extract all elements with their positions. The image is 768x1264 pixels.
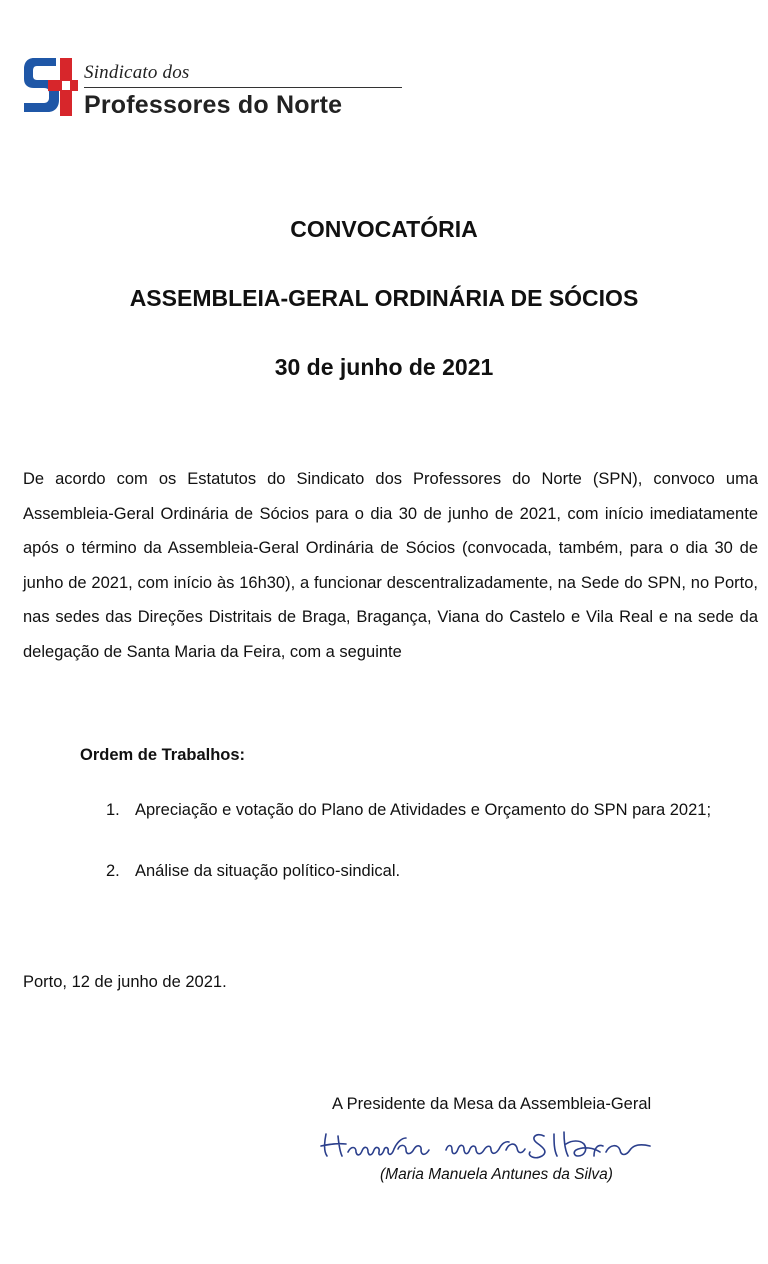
logo-text-line2: Professores do Norte xyxy=(84,91,343,119)
spn-logo xyxy=(22,54,402,124)
meeting-date: 30 de junho de 2021 xyxy=(274,354,494,380)
signatory-role: A Presidente da Mesa da Assembleia-Geral xyxy=(332,1095,652,1113)
logo-divider xyxy=(84,87,402,88)
spn-logo-mark-icon xyxy=(22,54,78,120)
handwritten-signature xyxy=(318,1116,678,1164)
logo-text-line1: Sindicato dos xyxy=(84,62,190,83)
agenda-item-text: Apreciação e votação do Plano de Atividades e Orçamento do SPN para 2021; xyxy=(135,801,712,819)
document-subtitle: ASSEMBLEIA-GERAL ORDINÁRIA DE SÓCIOS xyxy=(129,285,639,311)
signatory-name: (Maria Manuela Antunes da Silva) xyxy=(380,1166,613,1183)
place-and-date: Porto, 12 de junho de 2021. xyxy=(23,973,227,991)
agenda-item xyxy=(106,862,400,881)
agenda-item xyxy=(106,801,711,820)
agenda-item-text: Análise da situação político-sindical. xyxy=(135,862,401,880)
agenda-item-number: 1. xyxy=(106,801,120,819)
agenda-heading: Ordem de Trabalhos: xyxy=(80,746,246,764)
convocation-paragraph: De acordo com os Estatutos do Sindicato dos Professores do Norte (SPN), convoco uma Assembleia-Geral Ordinária de Sócios para o dia 30 de junho de 2021, com início imediatamente após o término da Assembleia-Geral Ordinária de Sócios (convocada, também, para o dia 30 de junho de 2021, com início às 16h30), a funcionar descentralizadamente, na Sede do SPN, no Porto, nas sedes das Direções Distritais de Braga, Bragança, Viana do Castelo e Vila Real e na sede da delegação de Santa Maria da Feira, com a seguinte xyxy=(23,470,758,661)
agenda-item-number: 2. xyxy=(106,862,120,880)
document-title: CONVOCATÓRIA xyxy=(290,216,478,242)
